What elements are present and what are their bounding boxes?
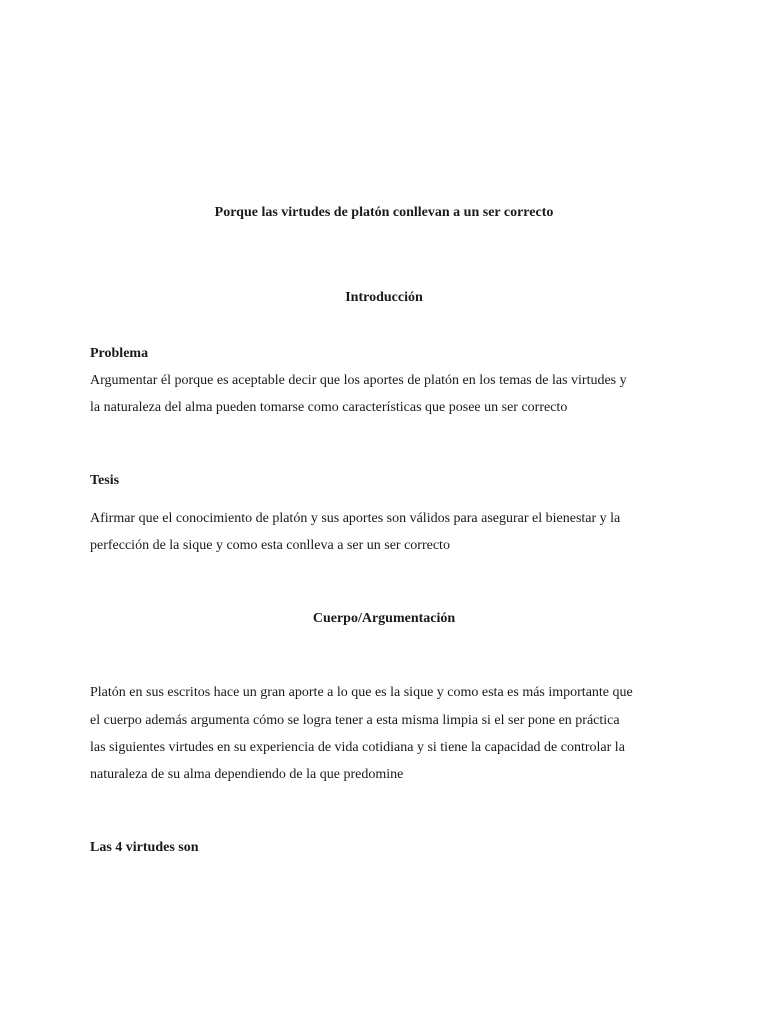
problema-line-2: la naturaleza del alma pueden tomarse como características que posee un ser correcto (90, 400, 568, 415)
cuerpo-line-1: Platón en sus escritos hace un gran aporte a lo que es la sique y como esta es más importante que (90, 685, 633, 700)
heading-virtudes: Las 4 virtudes son (90, 840, 199, 855)
heading-problema: Problema (90, 346, 149, 361)
cuerpo-line-2: el cuerpo además argumenta cómo se logra tener a esta misma limpia si el ser pone en práctica (90, 713, 620, 728)
tesis-line-1: Afirmar que el conocimiento de platón y sus aportes son válidos para asegurar el bienestar y la (90, 511, 621, 526)
heading-introduccion: Introducción (345, 290, 423, 305)
problema-line-1: Argumentar él porque es aceptable decir que los aportes de platón en los temas de las virtudes y (90, 373, 627, 388)
heading-tesis: Tesis (90, 473, 120, 488)
tesis-line-2: perfección de la sique y como esta conlleva a ser un ser correcto (90, 538, 450, 553)
cuerpo-line-4: naturaleza de su alma dependiendo de la que predomine (90, 767, 404, 782)
cuerpo-line-3: las siguientes virtudes en su experiencia de vida cotidiana y si tiene la capacidad de controlar la (90, 740, 625, 755)
document-title: Porque las virtudes de platón conllevan a un ser correcto (214, 205, 554, 220)
heading-cuerpo: Cuerpo/Argumentación (312, 611, 456, 626)
